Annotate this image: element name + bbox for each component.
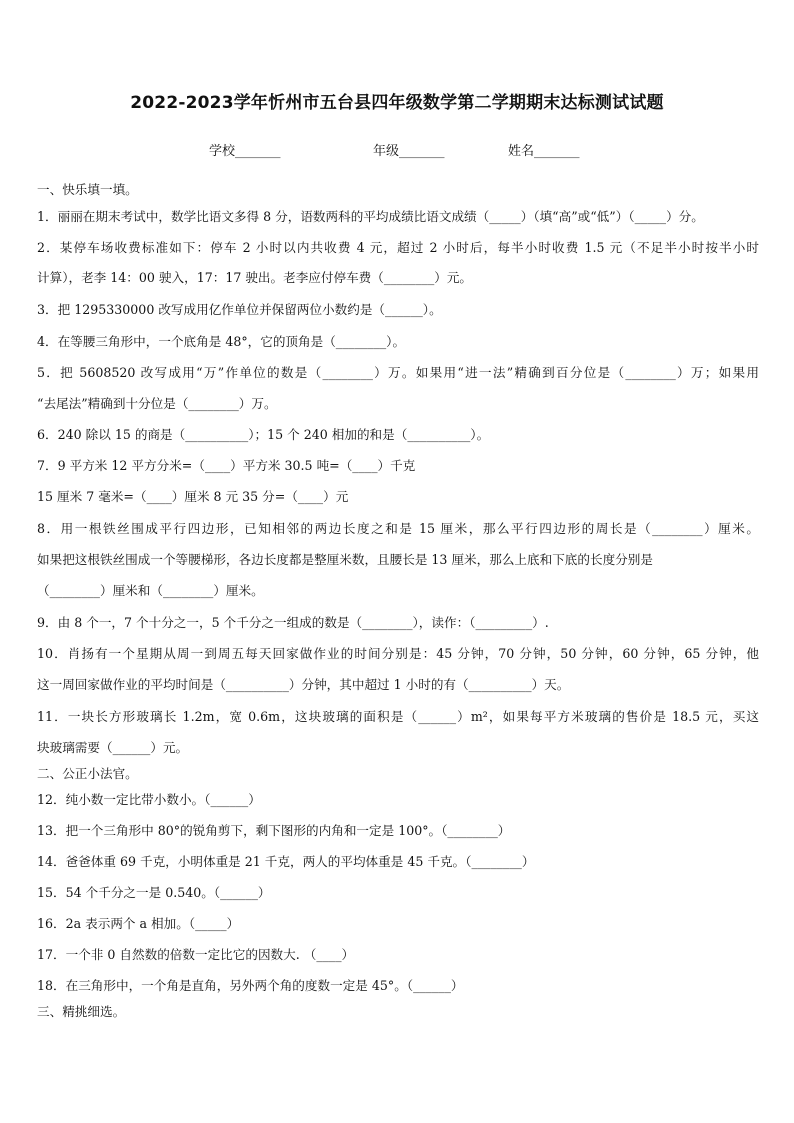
question-3: 3．把 1295330000 改写成用亿作单位并保留两位小数约是（______）。 [37,302,442,317]
question-16: 16．2a 表示两个 a 相加。（_____） [37,916,240,931]
school-field: 学校_______ [209,144,281,159]
question-4: 4．在等腰三角形中，一个底角是 48°，它的顶角是（________）。 [37,334,406,349]
question-15: 15．54 个千分之一是 0.540。（______） [37,885,271,900]
question-17: 17．一个非 0 自然数的倍数一定比它的因数大. （____） [37,947,355,962]
question-6: 6．240 除以 15 的商是（__________）；15 个 240 相加的和是（__________）。 [37,427,490,442]
question-8-line-3: （________）厘米和（________）厘米。 [37,583,264,598]
question-13: 13．把一个三角形中 80°的锐角剪下，剩下图形的内角和一定是 100°。（________） [37,823,511,838]
question-9: 9．由 8 个一，7 个十分之一，5 个千分之一组成的数是（________），读作：（_________）. [37,615,549,630]
exam-title: 2022-2023学年忻州市五台县四年级数学第二学期期末达标测试试题 [130,93,664,113]
section-heading-1: 一、快乐填一填。 [37,182,138,197]
question-8-line-1: 8．用一根铁丝围成平行四边形，已知相邻的两边长度之和是 15 厘米，那么平行四边形的周长是（________）厘米。 [37,521,759,536]
question-2-line-1: 2．某停车场收费标准如下：停车 2 小时以内共收费 4 元，超过 2 小时后，每半小时收费 1.5 元（不足半小时按半小时 [37,240,759,255]
question-11-line-2: 块玻璃需要（______）元。 [37,740,189,755]
question-1: 1．丽丽在期末考试中，数学比语文多得 8 分，语数两科的平均成绩比语文成绩（_____）（填“高”或“低”）（_____）分。 [37,209,704,224]
question-8-line-2: 如果把这根铁丝围成一个等腰梯形，各边长度都是整厘米数，且腰长是 13 厘米，那么上底和下底的长度分别是 [37,552,653,567]
question-12: 12．纯小数一定比带小数小。（______） [37,792,261,807]
question-10-line-1: 10．肖扬有一个星期从周一到周五每天回家做作业的时间分别是：45 分钟，70 分钟，50 分钟，60 分钟，65 分钟，他 [37,646,759,661]
question-18: 18．在三角形中，一个角是直角，另外两个角的度数一定是 45°。（______） [37,978,464,993]
section-heading-3: 三、精挑细选。 [37,1004,126,1019]
grade-field: 年级_______ [373,144,445,159]
question-14: 14．爸爸体重 69 千克，小明体重是 21 千克，两人的平均体重是 45 千克。（________） [37,854,535,869]
name-field: 姓名_______ [508,144,580,159]
section-heading-2: 二、公正小法官。 [37,766,138,781]
question-10-line-2: 这一周回家做作业的平均时间是（__________）分钟，其中超过 1 小时的有（__________）天。 [37,677,570,692]
question-7-line-1: 7．9 平方米 12 平方分米=（____）平方米 30.5 吨=（____）千克 [37,458,416,473]
question-5-line-2: “去尾法”精确到十分位是（________）万。 [37,396,277,411]
question-5-line-1: 5．把 5608520 改写成用“万”作单位的数是（________）万。如果用“进一法”精确到百分位是（________）万；如果用 [37,365,759,380]
question-11-line-1: 11．一块长方形玻璃长 1.2m，宽 0.6m，这块玻璃的面积是（______）m²，如果每平方米玻璃的售价是 18.5 元，买这 [37,709,759,724]
question-2-line-2: 计算），老李 14：00 驶入，17：17 驶出。老李应付停车费（________）元。 [37,270,473,285]
question-7-line-2: 15 厘米 7 毫米=（____）厘米 8 元 35 分=（____）元 [37,489,349,504]
